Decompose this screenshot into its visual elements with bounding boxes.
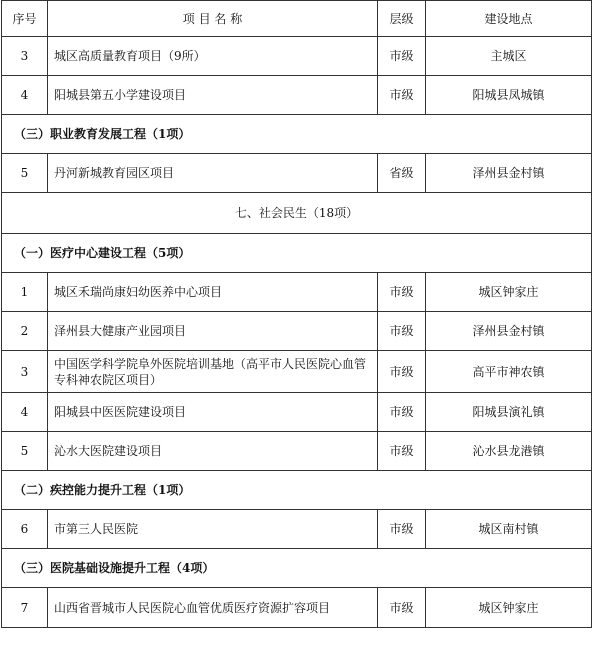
row-name: 中国医学科学院阜外医院培训基地（高平市人民医院心血管专科神农院区项目） [48, 351, 378, 393]
table-row [2, 351, 592, 393]
row-seq: 4 [2, 76, 48, 115]
row-seq: 5 [2, 432, 48, 471]
table-row [2, 37, 592, 76]
chapter-title: 七、社会民生（18项） [2, 193, 592, 234]
table-header-row [2, 1, 592, 37]
row-level: 省级 [378, 154, 426, 193]
table-row [2, 312, 592, 351]
row-seq: 3 [2, 351, 48, 393]
row-location: 阳城县凤城镇 [426, 76, 592, 115]
row-seq: 6 [2, 510, 48, 549]
row-seq: 4 [2, 393, 48, 432]
row-level: 市级 [378, 351, 426, 393]
section-title: （三）医院基础设施提升工程（4项） [2, 549, 592, 588]
row-level: 市级 [378, 510, 426, 549]
table-row [2, 588, 592, 628]
table-row [2, 510, 592, 549]
row-name: 泽州县大健康产业园项目 [48, 312, 378, 351]
row-level: 市级 [378, 312, 426, 351]
row-seq: 5 [2, 154, 48, 193]
row-location: 阳城县演礼镇 [426, 393, 592, 432]
section-row [2, 234, 592, 273]
row-location: 沁水县龙港镇 [426, 432, 592, 471]
section-title: （一）医疗中心建设工程（5项） [2, 234, 592, 273]
section-row [2, 471, 592, 510]
table-row [2, 154, 592, 193]
row-name: 城区禾瑞尚康妇幼医养中心项目 [48, 273, 378, 312]
row-name: 阳城县第五小学建设项目 [48, 76, 378, 115]
row-seq: 3 [2, 37, 48, 76]
row-location: 城区钟家庄 [426, 588, 592, 628]
row-name: 沁水大医院建设项目 [48, 432, 378, 471]
row-name: 阳城县中医医院建设项目 [48, 393, 378, 432]
row-name: 丹河新城教育园区项目 [48, 154, 378, 193]
header-location: 建设地点 [426, 1, 592, 37]
row-level: 市级 [378, 76, 426, 115]
row-location: 泽州县金村镇 [426, 312, 592, 351]
row-location: 泽州县金村镇 [426, 154, 592, 193]
table-row [2, 76, 592, 115]
row-level: 市级 [378, 37, 426, 76]
row-level: 市级 [378, 432, 426, 471]
chapter-row [2, 193, 592, 234]
header-level: 层级 [378, 1, 426, 37]
section-row [2, 115, 592, 154]
row-level: 市级 [378, 588, 426, 628]
row-level: 市级 [378, 273, 426, 312]
row-name: 市第三人民医院 [48, 510, 378, 549]
row-level: 市级 [378, 393, 426, 432]
row-location: 高平市神农镇 [426, 351, 592, 393]
row-name: 城区高质量教育项目（9所） [48, 37, 378, 76]
row-location: 城区南村镇 [426, 510, 592, 549]
row-location: 主城区 [426, 37, 592, 76]
row-name: 山西省晋城市人民医院心血管优质医疗资源扩容项目 [48, 588, 378, 628]
row-location: 城区钟家庄 [426, 273, 592, 312]
project-table [1, 0, 592, 628]
section-title: （三）职业教育发展工程（1项） [2, 115, 592, 154]
table-row [2, 393, 592, 432]
table-row [2, 273, 592, 312]
section-row [2, 549, 592, 588]
header-seq: 序号 [2, 1, 48, 37]
row-seq: 2 [2, 312, 48, 351]
header-name: 项 目 名 称 [48, 1, 378, 37]
section-title: （二）疾控能力提升工程（1项） [2, 471, 592, 510]
row-seq: 7 [2, 588, 48, 628]
row-seq: 1 [2, 273, 48, 312]
table-row [2, 432, 592, 471]
